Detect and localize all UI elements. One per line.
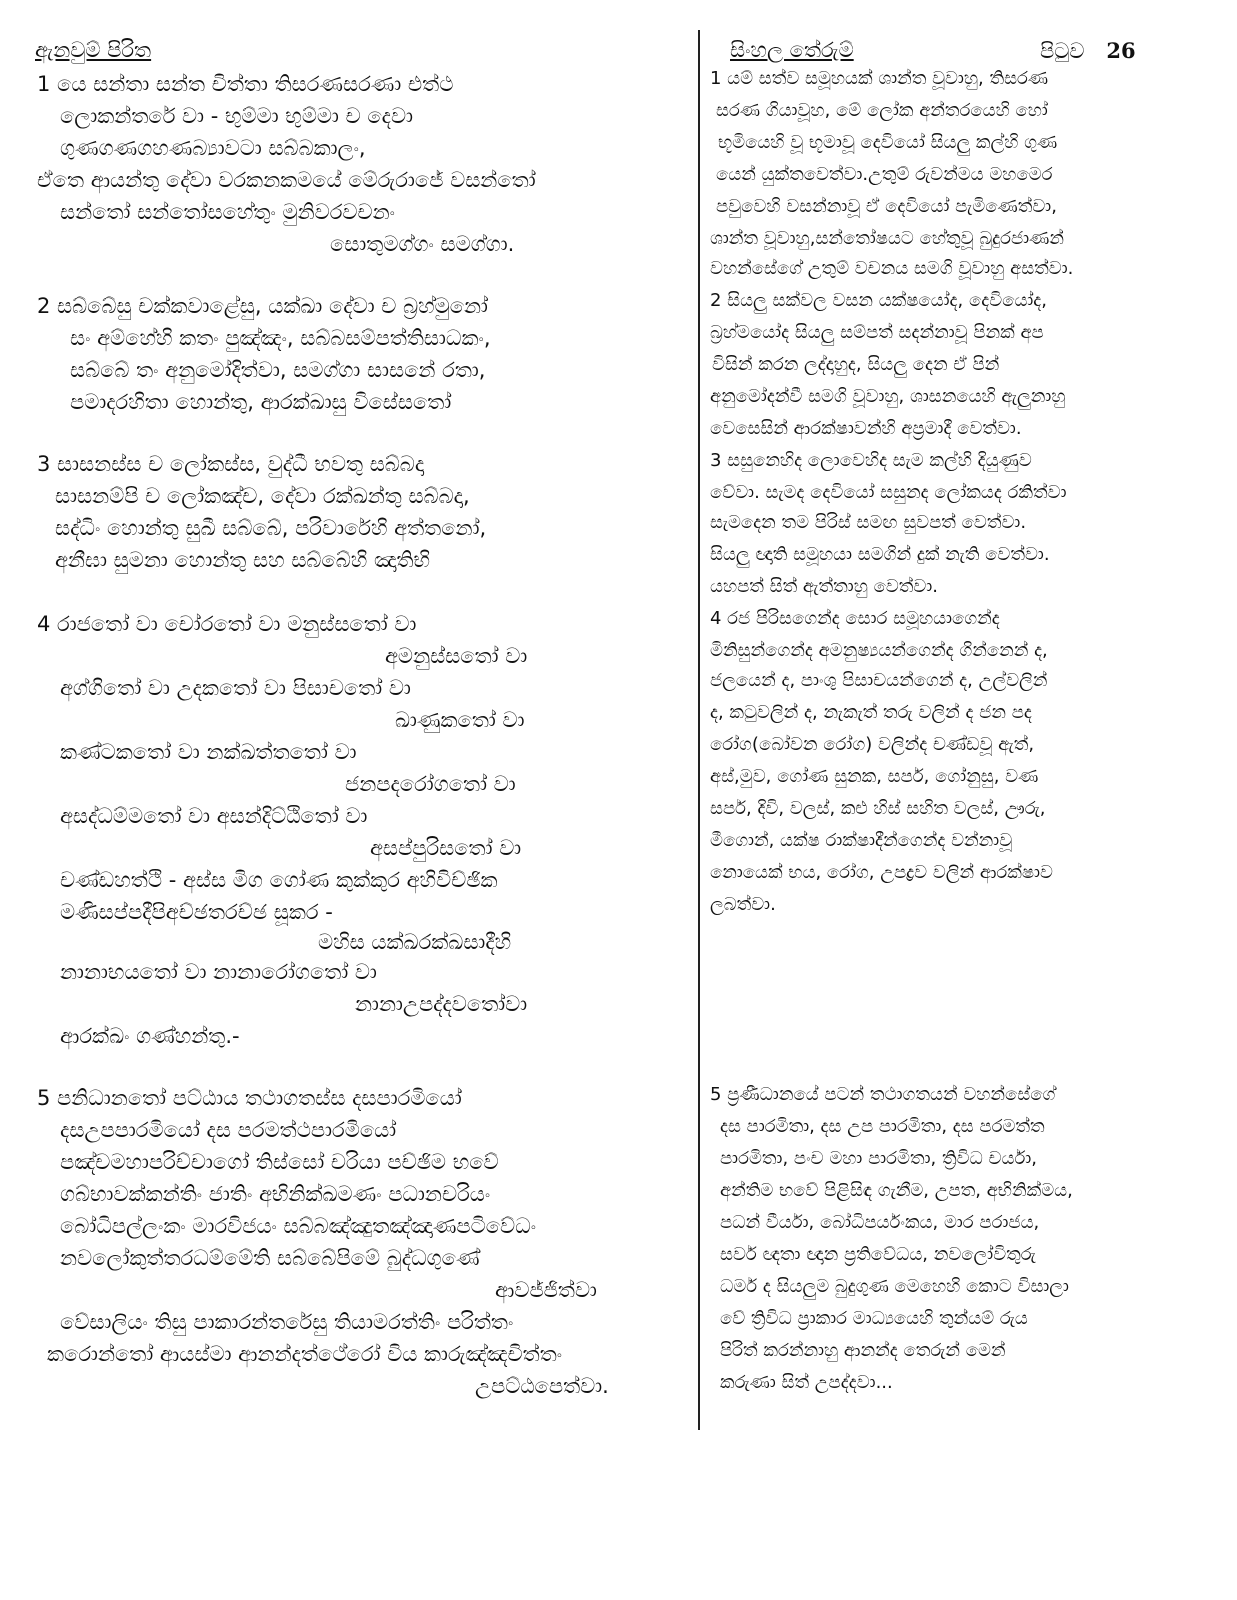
right-text-line: පාරමිතා, පංච මහා පාරමිතා, ත්‍රිවිධ චර්යා, [720,1148,1037,1169]
right-text-line: විසින් කරන ලද්දාහුද, සියලු දෙන ඒ පින් [712,354,1000,375]
left-text-line: ආරක්ඛං ගණ්හන්තු.- [60,1024,240,1048]
right-text-line: බ්‍රහ්මයෝද සියලු සම්පත් සදන්නාවූ පිනක් අප [710,322,1044,343]
left-text-line: ගබ්භාවක්කන්තිං ජාතිං අභිනික්ඛමණං පධානචරියං [60,1182,491,1206]
page-label: පිටුව [1040,39,1085,63]
left-text-line: පමාදරහිතා හොන්තු, ආරක්ඛාසු විසේසතෝ [70,390,452,414]
right-text-line: සරණ ගියාවූහ, මේ ලෝක අන්තරයෙහි හෝ [716,100,1048,121]
left-text-line: අසප්පුරිසතෝ වා [370,836,522,860]
left-text-line: අනීඝා සුමනා හොන්තු සහ සබ්බේහි ඤාතිභි [55,548,431,572]
left-text-line: 1 යෙ සන්තා සන්ත චිත්තා තිසරණසරණා එත්ථ [37,72,454,96]
right-text-line: පවුවෙහි වසන්නාවූ ඒ දෙවියෝ පැමිණෙත්වා, [716,196,1057,217]
left-text-line: උපට්ඨපෙත්වා. [475,1374,609,1398]
left-text-line: අමනුස්සතෝ වා [385,644,528,668]
left-text-line: බෝධිපල්ලංකං මාරවිජයං සබ්බඤ්ඤුතඤ්ඤාණපටිවේධං [60,1214,537,1238]
left-text-line: පඤ්චමහාපරිච්චාගෝ තිස්සෝ චරියා පච්ඡිම භවේ [60,1150,499,1174]
right-text-line: පිරිත් කරන්නාහු ආනන්ද තෙරුන් මෙන් [720,1340,1006,1361]
right-text-line: 3 සසුනෙහිද ලොවෙහිද සැම කල්හි දියුණුව [710,450,1032,471]
right-text-line: රෝග(බෝවන රෝග) වලින්ද චණ්ඩවූ ඇත්, [710,734,1035,755]
right-text-line: 2 සියලු සක්වල වසන යක්ෂයෝද, දෙවියෝද, [710,290,1048,311]
left-text-line: 4 රාජතෝ වා චෝරතෝ වා මනුස්සතෝ වා [37,612,417,636]
right-text-line: කරුණා සිත් උපද්දවා... [720,1372,893,1393]
right-text-line: මීගොන්, යක්ෂ රාක්ෂාදීන්ගෙන්ද වන්නාවූ [710,830,1013,851]
right-text-line: වේවා. සැමද දෙවියෝ සසුනද ලෝකයද රකිත්වා [710,482,1067,503]
left-text-line: මණිසප්පදීපිඅච්ඡතරච්ඡ සූකර - [60,900,333,924]
left-text-line: සං අම්හේහි කතං පුඤ්ඤං, සබ්බසම්පත්තිසාධකං, [70,326,491,350]
left-text-line: ඛාණුකතෝ වා [395,708,525,732]
right-text-line: අස්,මුව, ගෝණ සුනක, සර්ප, ගෝනුසු, වණ [710,766,1039,787]
left-title: ඇනවුම් පිරිත [35,38,152,62]
right-text-line: යහපත් සිත් ඇත්තාහු වෙත්වා. [710,576,938,597]
left-text-line: ආවජ්ජිත්වා [495,1278,597,1302]
right-text-line: පධන් වීර්යා, බෝධිපර්යංකය, මාර පරාජය, [720,1212,1040,1233]
right-text-line: යෙන් යුක්තවෙත්වා.උතුම් රුවන්මය මහමෙර [716,164,1053,185]
left-text-line: ගුණගණගහණබ්‍යාවටා සබ්බකාලං, [60,136,366,160]
left-text-line: නවලෝකුත්තරධම්මේති සබ්බේපිමේ බුද්ධගුණේ [60,1246,480,1270]
right-text-line: සර්ව ඥතා ඥාන ප්‍රතිවේධය, නවලෝවිතුරු [720,1244,1036,1265]
right-text-line: ද, කටුවලින් ද, නැකැත් තරු වලින් ද ජන පද [710,702,1032,723]
right-text-line: 1 යම් සත්ව සමූහයක් ශාන්ත වූවාහු, තිසරණ [710,68,1049,89]
left-text-line: චණ්ඩහත්ථි - අස්ස මිග ගෝණ කුක්කුර අහිවිච්ඡික [60,868,498,892]
left-text-line: කණ්ටකතෝ වා නක්ඛත්තතෝ වා [60,740,357,764]
right-text-line: ජලයෙන් ද, පාංශු පිසාචයන්ගෙන් ද, උල්වලින් [710,670,1048,691]
right-text-line: සැමදෙන තම පිරිස් සමඟ සුවපත් වෙත්වා. [710,512,1027,533]
left-text-line: 2 සබ්බේසු චක්කවාළේසු, යක්ඛා දේවා ච බ්‍රහ්මුනෝ [37,294,488,318]
right-text-line: 4 රජ පිරිසගෙන්ද සොර සමූහයාගෙන්ද [710,608,1000,629]
left-text-line: සොතුමග්ගං සමග්ගා. [330,232,515,256]
left-text-line: ජනපදරෝගතෝ වා [345,772,516,796]
right-text-line: අනුමෝදන්වී සමගි වූවාහු, ශාසනයෙහි ඇලුනාහු [710,386,1066,407]
right-text-line: වහන්සේගේ උතුම් වචනය සමගි වූවාහු අසත්වා. [710,258,1074,279]
left-text-line: සන්තෝ සන්තෝසහේතුං මුනිවරවචනං [60,200,396,224]
left-text-line: ඒතෙ ආයන්තු දේවා වරකනකමයේ මේරුරාජේ වසන්තෝ [37,168,536,192]
left-text-line: 3 සාසනස්ස ච ලෝකස්ස, වුද්ධී භවතු සබ්බදා [37,452,425,476]
left-text-line: නානාභයතෝ වා නානාරෝගතෝ වා [60,960,377,984]
left-text-line: නානාඋපද්දවතෝවා [355,992,528,1016]
right-text-line: දස පාරමිතා, දස උප පාරමිතා, දස පරමත්ත [720,1116,1045,1137]
right-text-line: වේ ත්‍රිවිධ ප්‍රාකාර මාධ්‍යයෙහි තුන්යම් රුය [720,1308,1028,1329]
right-text-line: සර්ප, දිවි, වලස්, කළු හිස් සහිත වලස්, ඌරු, [710,798,1046,819]
left-text-line: මහිස යක්ඛරක්ඛසාදීහි [318,930,512,954]
right-text-line: නොයෙක් භය, රෝග, උපද්‍රව වලින් ආරක්ෂාව [710,862,1053,883]
left-text-line: සබ්බේ තං අනුමෝදිත්වා, සමග්ගා සාසනේ රතා, [70,358,486,382]
right-text-line: ලබත්වා. [710,894,776,915]
right-text-line: ධර්ම ද සියලුම බුදුගුණ මෙහෙහි කොට විසාලා [720,1276,1069,1297]
right-text-line: 5 ප්‍රණීධානයේ පටන් තථාගතයන් වහන්සේගේ [710,1084,1056,1105]
left-text-line: සාසනම්පි ච ලෝකඤ්ච, දේවා රක්ඛන්තු සබ්බදා, [55,484,470,508]
page-number-value: 26 [1106,38,1136,63]
right-text-line: වෙසෙසින් ආරක්ෂාවන්හි අප්‍රමාදී වෙත්වා. [710,418,1022,439]
right-text-line: සියලු ඥාති සමූහයා සමගින් දුක් නැති වෙත්වා. [710,544,1050,565]
left-text-line: 5 පනිධානතෝ පට්ඨාය තථාගතස්ස දසපාරමියෝ [37,1086,462,1110]
left-text-line: අග්ගිතෝ වා උදකතෝ වා පිසාචතෝ වා [60,676,411,700]
right-text-line: භූමියෙහි වූ භූමාවූ දෙවියෝ සියලු කල්හි ගුණ [718,132,1058,153]
left-text-line: වේසාලියං තිසු පාකාරන්තරේසු තියාමරත්තිං පරිත්තං [60,1310,514,1334]
right-text-line: අන්තිම භවේ පිළිසිඳ ගැනීම, උපත, අභිනික්මය, [720,1180,1073,1201]
right-title: සිංහල තේරුම් [730,38,854,62]
page-number [1040,38,1136,64]
column-divider [698,30,700,1430]
left-text-line: සද්ධිං හොන්තු සුඛී සබ්බේ, පරිවාරේහි අත්තනෝ, [55,516,487,540]
left-text-line: දසඋපපාරමියෝ දස පරමත්ථපාරමියෝ [60,1118,397,1142]
left-text-line: අසද්ධම්මතෝ වා අසන්දිට්ඨිතෝ වා [60,804,368,828]
left-text-line: කරොන්තෝ ආයස්මා ආනන්දත්ථේරෝ විය කාරුඤ්ඤචිත්තං [47,1342,563,1366]
right-text-line: ශාන්ත වූවාහු,සන්තෝෂයට හේතුවූ බුදුරජාණන් [710,228,1064,249]
right-text-line: මිනිසුන්ගෙන්ද අමනුෂ්‍යයන්ගෙන්ද ගින්නෙන් ද, [710,640,1048,661]
left-text-line: ලොකන්තරේ වා - භුම්මා භුම්මා ච දෙවා [60,104,414,128]
